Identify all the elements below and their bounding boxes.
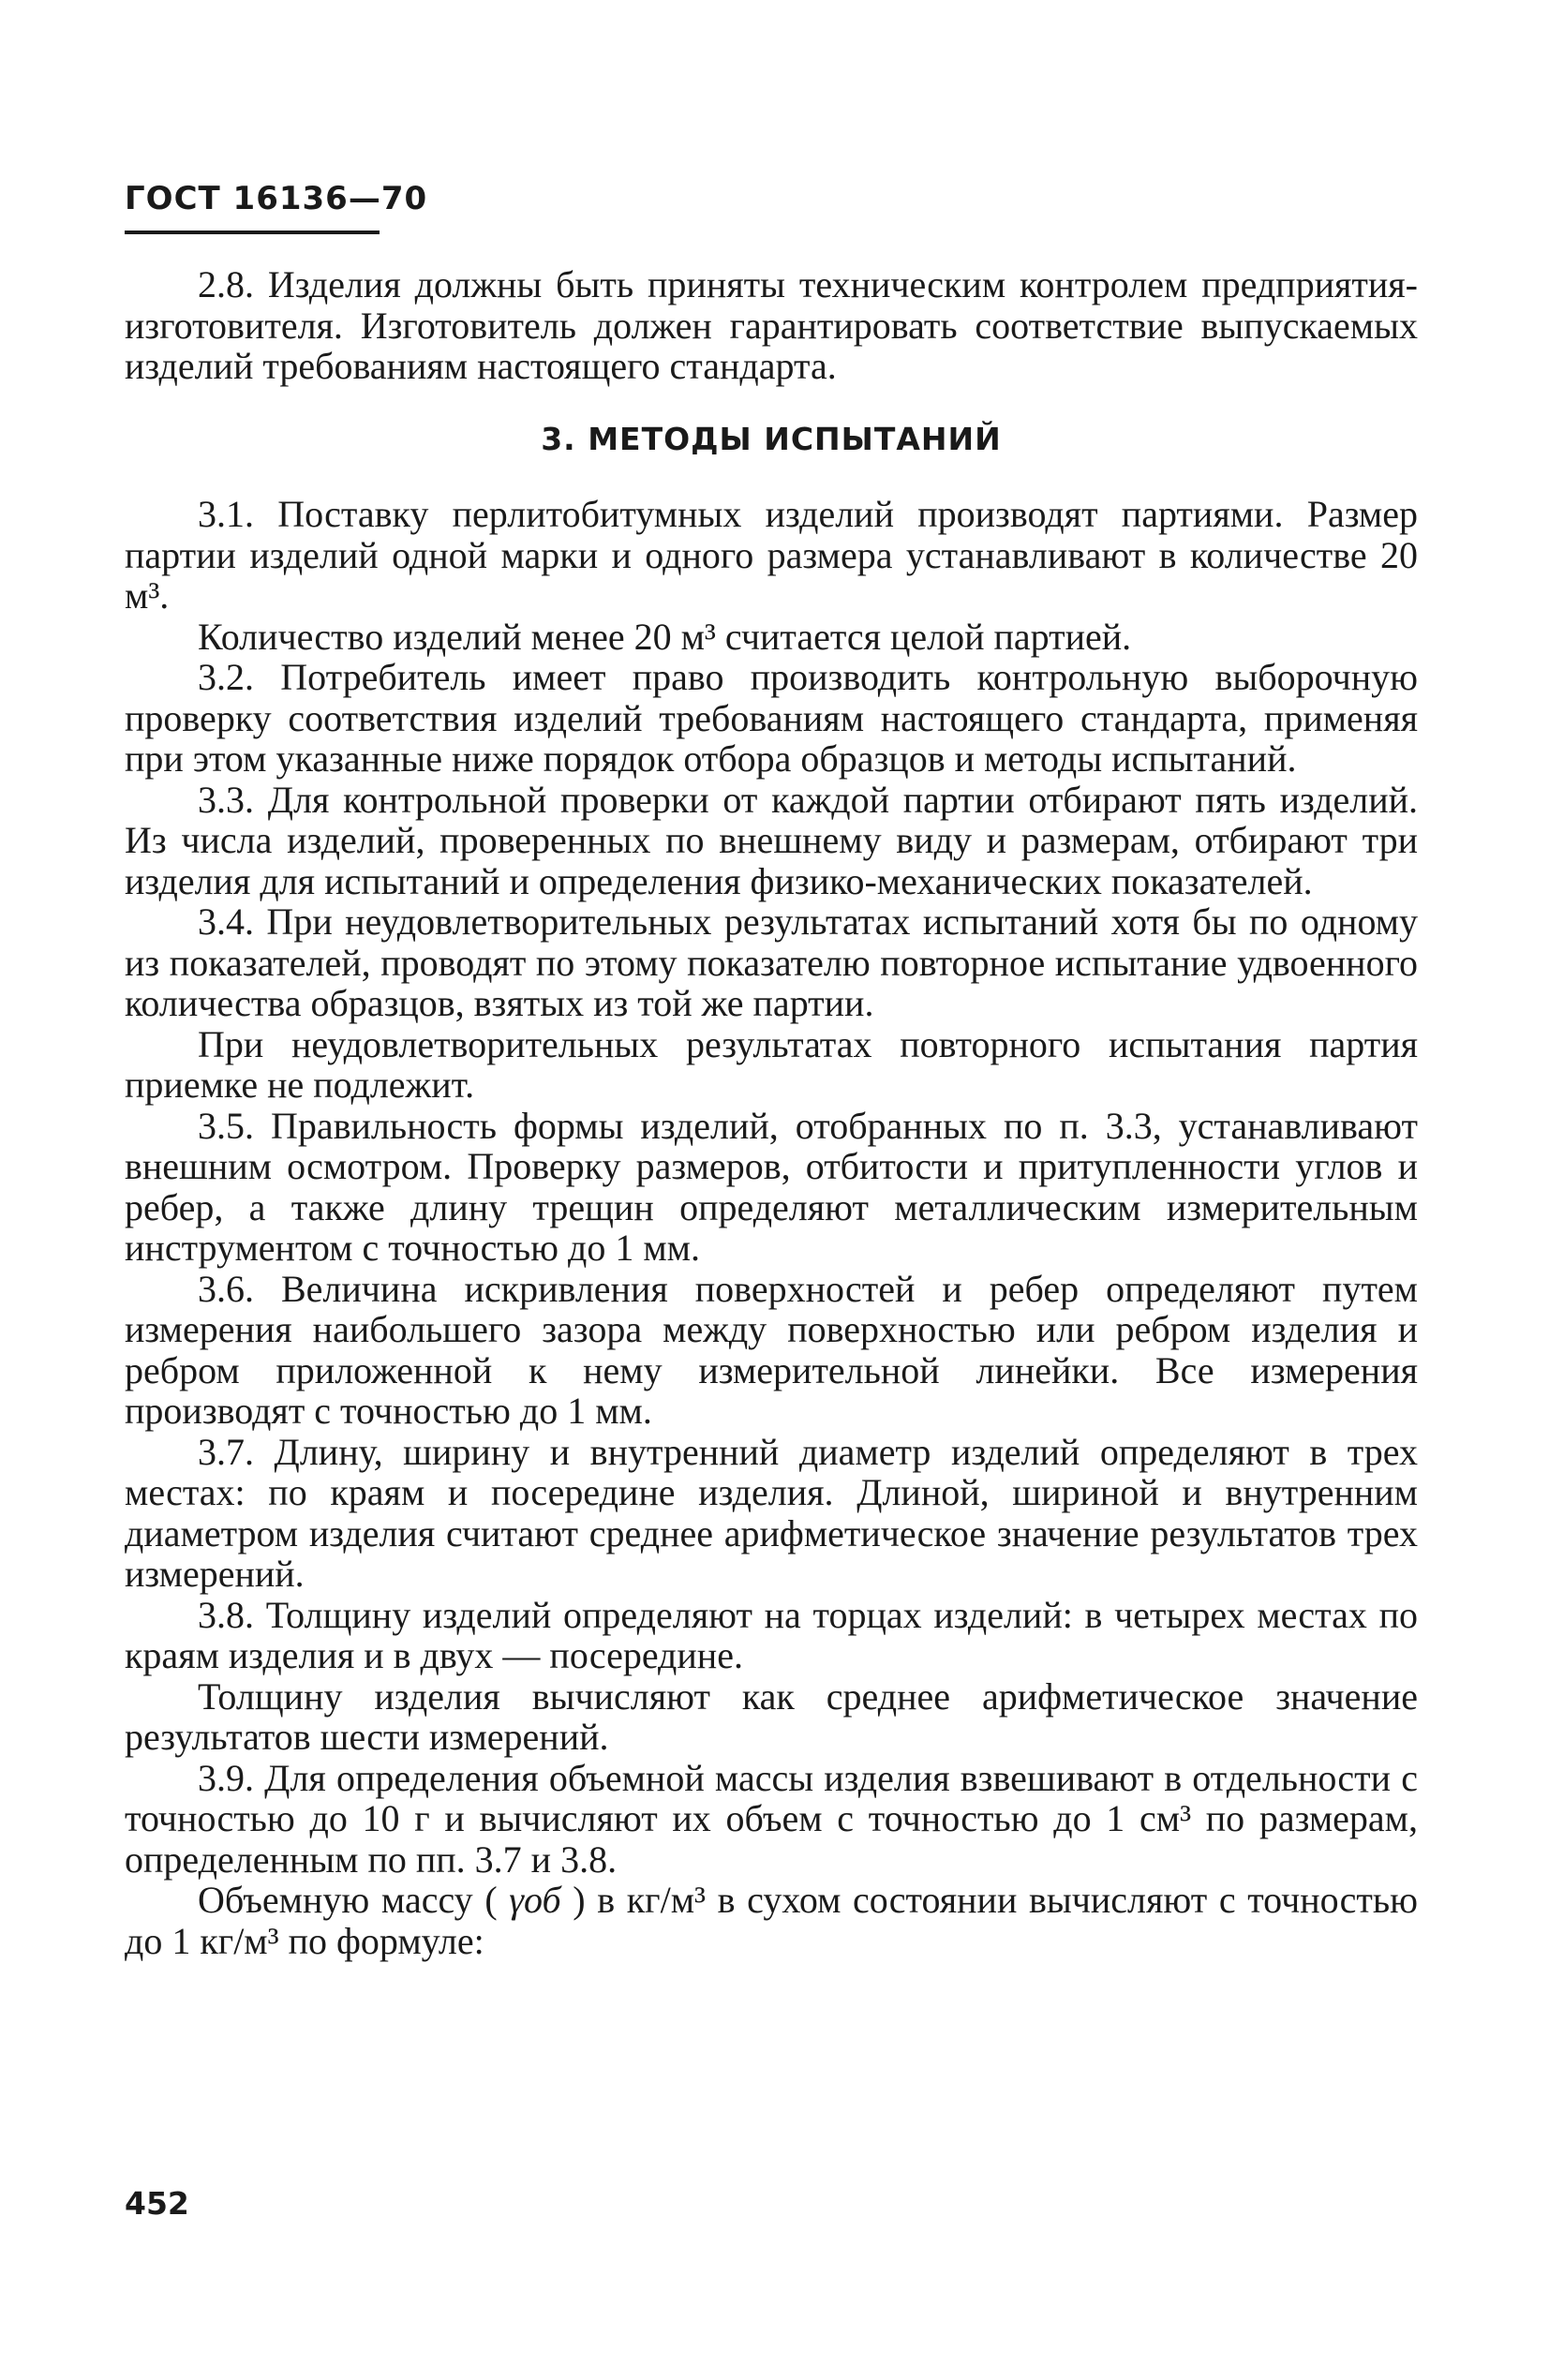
paragraph-3-6: 3.6. Величина искривления поверхностей и ребер определяют путем измерения наибольшего зазора между поверхностью или ребром изделия и ребром приложенной к нему измерительной линейки. Все измерения производят с точностью до 1 мм.: [125, 1267, 1418, 1432]
paragraph-3-5: 3.5. Правильность формы изделий, отобранных по п. 3.3, устанавливают внешним осмотром. Проверку размеров, отбитости и притупленности углов и ребер, а также длину трещин определяют металлическим измерительным инструментом с точностью до 1 мм.: [125, 1104, 1418, 1269]
standard-header: ГОСТ 16136—70: [125, 180, 428, 217]
paragraph-3-9: 3.9. Для определения объемной массы изделия взвешивают в отдельности с точностью до 10 г и вычисляют их объем с точностью до 1 см³ по размерам, определенным по пп. 3.7 и 3.8.: [125, 1756, 1418, 1881]
paragraph-2-8: 2.8. Изделия должны быть приняты техническим контролем предприятия-изготовителя. Изготовитель должен гарантировать соответствие выпускаемых изделий требованиям настоящего стандарта.: [125, 263, 1418, 387]
paragraph-3-1: 3.1. Поставку перлитобитумных изделий производят партиями. Размер партии изделий одной марки и одного размера устанавливают в количестве 20 м³.: [125, 493, 1418, 617]
page-number: 452: [125, 2185, 189, 2222]
section-title: 3. МЕТОДЫ ИСПЫТАНИЙ: [541, 420, 1002, 457]
paragraph-3-9-formula-intro: [125, 1880, 1418, 1961]
formula-intro-start: Объемную массу (: [198, 1879, 498, 1921]
formula-intro-end: ) в кг/м³ в сухом состоянии вычисляют с точностью до 1 кг/м³ по формуле:: [125, 1879, 1419, 1962]
paragraph-3-8-continued: Толщину изделия вычисляют как среднее арифметическое значение результатов шести измерений.: [125, 1674, 1418, 1758]
document-body: [125, 264, 1418, 1961]
paragraph-3-3: 3.3. Для контрольной проверки от каждой партии отбирают пять изделий. Из числа изделий, проверенных по внешнему виду и размерам, отбирают три изделия для испытаний и определения физико-механических показателей.: [125, 778, 1418, 902]
header-rule: [125, 231, 380, 234]
paragraph-3-8: 3.8. Толщину изделий определяют на торцах изделий: в четырех местах по краям изделия и в двух — посередине.: [125, 1593, 1418, 1676]
paragraph-3-4: 3.4. При неудовлетворительных результатах испытаний хотя бы по одному из показателей, проводят по этому показателю повторное испытание удвоенного количества образцов, взятых из той же партии.: [125, 900, 1418, 1024]
paragraph-3-1-continued: Количество изделий менее 20 м³ считается целой партией.: [198, 615, 1132, 658]
paragraph-3-7: 3.7. Длину, ширину и внутренний диаметр изделий определяют в трех местах: по краям и посередине изделия. Длиной, шириной и внутренним диаметром изделия считают среднее арифметическое значение результатов трех измерений.: [125, 1430, 1418, 1595]
paragraph-3-4-continued: При неудовлетворительных результатах повторного испытания партия приемке не подлежит.: [125, 1022, 1418, 1106]
paragraph-3-2: 3.2. Потребитель имеет право производить контрольную выборочную проверку соответствия изделий требованиям настоящего стандарта, применяя при этом указанные ниже порядок отбора образцов и методы испытаний.: [125, 656, 1418, 780]
bulk-density-symbol: γоб: [509, 1879, 561, 1921]
